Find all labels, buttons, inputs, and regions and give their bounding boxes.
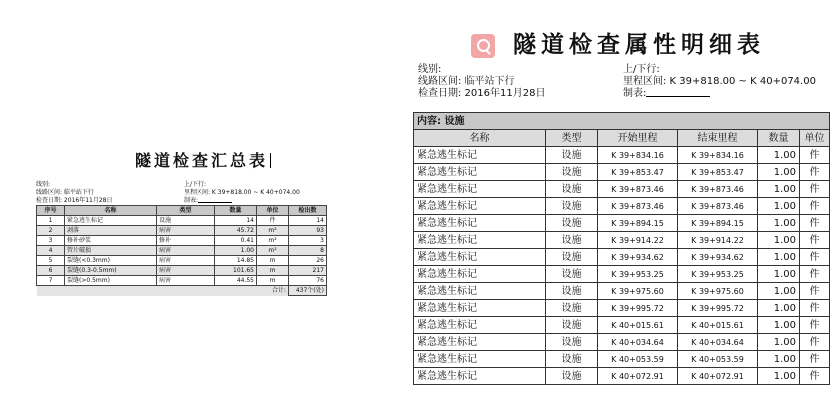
summary-meta-left	[36, 181, 112, 205]
detail-cell-type: 设施	[546, 283, 598, 300]
summary-cell-no: 6	[37, 266, 65, 276]
summary-cell-qty: 101.65	[215, 266, 257, 276]
table-row	[414, 198, 830, 215]
summary-cell-count: 26	[289, 256, 327, 266]
detail-cell-end: K 40+015.61	[678, 317, 758, 334]
detail-cell-type: 设施	[546, 147, 598, 164]
table-row	[414, 300, 830, 317]
detail-cell-end: K 39+834.16	[678, 147, 758, 164]
detail-cell-unit: 件	[800, 317, 830, 334]
summary-title-text: 隧道检查汇总表	[134, 151, 268, 170]
detail-cell-end: K 39+975.60	[678, 283, 758, 300]
summary-cell-count: 76	[289, 276, 327, 286]
detail-cell-name: 紧急逃生标记	[414, 334, 546, 351]
detail-cell-qty: 1.00	[758, 351, 800, 368]
magnifier-icon[interactable]	[471, 34, 495, 58]
detail-maker	[623, 88, 816, 100]
detail-cell-unit: 件	[800, 232, 830, 249]
summary-cell-unit: m	[257, 256, 289, 266]
detail-cell-unit: 件	[800, 181, 830, 198]
detail-cell-type: 设施	[546, 181, 598, 198]
detail-cell-end: K 39+953.25	[678, 266, 758, 283]
summary-cell-name: 修补砂浆	[65, 236, 157, 246]
detail-cell-start: K 40+015.61	[598, 317, 678, 334]
detail-cell-name: 紧急逃生标记	[414, 181, 546, 198]
table-row	[37, 216, 327, 226]
table-row	[37, 246, 327, 256]
detail-date-label: 检查日期: 2016年11月28日	[418, 88, 546, 99]
detail-maker-blank	[646, 96, 710, 97]
detail-group-row	[414, 113, 830, 130]
detail-cell-type: 设施	[546, 232, 598, 249]
table-row	[414, 317, 830, 334]
detail-table	[413, 112, 830, 385]
table-row	[414, 249, 830, 266]
summary-direction-label: 上/下行:	[184, 181, 207, 188]
summary-cell-unit: 件	[257, 216, 289, 226]
summary-cell-name: 剥落	[65, 226, 157, 236]
detail-cell-type: 设施	[546, 300, 598, 317]
detail-col-type: 类型	[546, 130, 598, 147]
detail-cell-qty: 1.00	[758, 266, 800, 283]
detail-cell-qty: 1.00	[758, 368, 800, 385]
summary-col-count: 检出数	[289, 206, 327, 216]
table-row	[37, 236, 327, 246]
detail-cell-qty: 1.00	[758, 300, 800, 317]
summary-cell-type: 病害	[157, 226, 215, 236]
detail-title: 隧道检查属性明细表	[513, 31, 765, 58]
detail-col-start: 开始里程	[598, 130, 678, 147]
table-row	[414, 232, 830, 249]
detail-cell-end: K 39+853.47	[678, 164, 758, 181]
summary-cell-no: 2	[37, 226, 65, 236]
summary-cell-type: 病害	[157, 266, 215, 276]
summary-header-row	[37, 206, 327, 216]
detail-cell-name: 紧急逃生标记	[414, 317, 546, 334]
detail-cell-qty: 1.00	[758, 181, 800, 198]
summary-section-label: 线路区间: 临平站下行	[36, 189, 94, 196]
detail-cell-name: 紧急逃生标记	[414, 283, 546, 300]
detail-cell-unit: 件	[800, 215, 830, 232]
detail-cell-unit: 件	[800, 266, 830, 283]
summary-cell-qty: 1.00	[215, 246, 257, 256]
summary-cell-type: 病害	[157, 246, 215, 256]
summary-cell-no: 3	[37, 236, 65, 246]
detail-cell-qty: 1.00	[758, 249, 800, 266]
detail-cell-start: K 39+934.62	[598, 249, 678, 266]
summary-sheet	[36, 148, 326, 296]
detail-cell-type: 设施	[546, 334, 598, 351]
detail-cell-start: K 39+894.15	[598, 215, 678, 232]
summary-date-label: 检查日期: 2016年11月28日	[36, 197, 113, 204]
detail-cell-unit: 件	[800, 351, 830, 368]
summary-maker-blank	[198, 202, 232, 203]
table-row	[414, 181, 830, 198]
summary-col-no: 序号	[37, 206, 65, 216]
detail-cell-type: 设施	[546, 249, 598, 266]
summary-cell-name: 紧急逃生标记	[65, 216, 157, 226]
detail-cell-qty: 1.00	[758, 215, 800, 232]
table-row	[37, 276, 327, 286]
detail-cell-type: 设施	[546, 351, 598, 368]
summary-cell-no: 7	[37, 276, 65, 286]
detail-cell-end: K 39+873.46	[678, 198, 758, 215]
detail-cell-start: K 39+953.25	[598, 266, 678, 283]
detail-cell-qty: 1.00	[758, 147, 800, 164]
detail-cell-type: 设施	[546, 317, 598, 334]
summary-cell-name: 管片破损	[65, 246, 157, 256]
detail-table-body	[414, 147, 830, 385]
detail-cell-end: K 40+072.91	[678, 368, 758, 385]
detail-cell-end: K 39+995.72	[678, 300, 758, 317]
detail-cell-unit: 件	[800, 300, 830, 317]
summary-cell-type: 修补	[157, 236, 215, 246]
detail-meta-right	[623, 64, 816, 100]
summary-cell-name: 裂缝(0.3-0.5mm)	[65, 266, 157, 276]
detail-cell-qty: 1.00	[758, 283, 800, 300]
detail-meta-left	[418, 64, 545, 100]
summary-cell-unit: m	[257, 266, 289, 276]
summary-cell-qty: 14	[215, 216, 257, 226]
table-row	[414, 351, 830, 368]
summary-cell-unit: m	[257, 276, 289, 286]
detail-cell-qty: 1.00	[758, 334, 800, 351]
detail-cell-name: 紧急逃生标记	[414, 266, 546, 283]
detail-cell-name: 紧急逃生标记	[414, 147, 546, 164]
detail-sheet	[413, 26, 829, 385]
detail-cell-qty: 1.00	[758, 164, 800, 181]
detail-cell-type: 设施	[546, 198, 598, 215]
detail-cell-name: 紧急逃生标记	[414, 351, 546, 368]
detail-col-unit: 单位	[800, 130, 830, 147]
summary-total-label: 合计:	[37, 286, 289, 296]
summary-cell-count: 8	[289, 246, 327, 256]
detail-cell-end: K 40+034.64	[678, 334, 758, 351]
table-row	[414, 147, 830, 164]
summary-title	[80, 148, 326, 171]
detail-cell-start: K 39+975.60	[598, 283, 678, 300]
detail-header-row	[414, 130, 830, 147]
detail-cell-name: 紧急逃生标记	[414, 300, 546, 317]
summary-total-value: 437个(处)	[289, 286, 327, 296]
summary-table	[36, 205, 327, 296]
detail-meta	[413, 64, 829, 110]
detail-cell-start: K 39+995.72	[598, 300, 678, 317]
detail-cell-name: 紧急逃生标记	[414, 215, 546, 232]
summary-meta	[36, 181, 326, 205]
detail-section-label: 线路区间: 临平站下行	[418, 76, 515, 87]
summary-table-body	[37, 216, 327, 286]
table-row	[414, 266, 830, 283]
summary-cell-no: 4	[37, 246, 65, 256]
detail-cell-start: K 40+034.64	[598, 334, 678, 351]
table-row	[414, 334, 830, 351]
detail-cell-unit: 件	[800, 334, 830, 351]
summary-cell-qty: 0.41	[215, 236, 257, 246]
summary-col-unit: 单位	[257, 206, 289, 216]
detail-maker-label: 制表:	[623, 88, 647, 99]
detail-cell-name: 紧急逃生标记	[414, 249, 546, 266]
table-row	[37, 266, 327, 276]
detail-cell-unit: 件	[800, 283, 830, 300]
detail-cell-start: K 39+873.46	[598, 198, 678, 215]
detail-cell-qty: 1.00	[758, 317, 800, 334]
detail-cell-start: K 39+914.22	[598, 232, 678, 249]
summary-cell-qty: 14.85	[215, 256, 257, 266]
detail-cell-name: 紧急逃生标记	[414, 164, 546, 181]
detail-cell-end: K 39+914.22	[678, 232, 758, 249]
summary-cell-no: 5	[37, 256, 65, 266]
summary-cell-type: 病害	[157, 276, 215, 286]
summary-cell-count: 14	[289, 216, 327, 226]
detail-cell-qty: 1.00	[758, 232, 800, 249]
detail-cell-type: 设施	[546, 266, 598, 283]
detail-cell-start: K 39+834.16	[598, 147, 678, 164]
detail-cell-unit: 件	[800, 164, 830, 181]
detail-col-qty: 数量	[758, 130, 800, 147]
summary-cell-unit: m²	[257, 236, 289, 246]
summary-cell-type: 设施	[157, 216, 215, 226]
summary-col-qty: 数量	[215, 206, 257, 216]
detail-cell-name: 紧急逃生标记	[414, 368, 546, 385]
detail-group-label: 内容: 设施	[414, 113, 830, 130]
summary-cell-name: 裂缝(<0.3mm)	[65, 256, 157, 266]
summary-meta-right	[184, 181, 300, 205]
summary-maker-label: 制表:	[184, 197, 199, 204]
summary-cell-qty: 45.72	[215, 226, 257, 236]
summary-cell-no: 1	[37, 216, 65, 226]
detail-mileage-label: 里程区间: K 39+818.00 ~ K 40+074.00	[623, 76, 816, 87]
detail-cell-start: K 39+873.46	[598, 181, 678, 198]
table-row	[414, 368, 830, 385]
summary-cell-count: 217	[289, 266, 327, 276]
summary-col-name: 名称	[65, 206, 157, 216]
text-cursor	[270, 153, 271, 168]
summary-line-label: 线别:	[36, 181, 51, 188]
summary-total-row	[37, 286, 327, 296]
table-row	[414, 164, 830, 181]
table-row	[37, 256, 327, 266]
detail-cell-start: K 39+853.47	[598, 164, 678, 181]
summary-cell-count: 3	[289, 236, 327, 246]
table-row	[37, 226, 327, 236]
summary-cell-type: 病害	[157, 256, 215, 266]
magnifier-handle	[485, 49, 491, 55]
detail-cell-type: 设施	[546, 215, 598, 232]
detail-cell-unit: 件	[800, 368, 830, 385]
detail-cell-unit: 件	[800, 249, 830, 266]
summary-cell-unit: m²	[257, 246, 289, 256]
detail-cell-type: 设施	[546, 368, 598, 385]
summary-col-type: 类型	[157, 206, 215, 216]
summary-maker	[184, 197, 300, 205]
detail-title-row	[413, 26, 829, 62]
summary-cell-name: 裂缝(>0.5mm)	[65, 276, 157, 286]
detail-cell-end: K 39+894.15	[678, 215, 758, 232]
detail-cell-end: K 39+873.46	[678, 181, 758, 198]
detail-cell-end: K 40+053.59	[678, 351, 758, 368]
detail-line-label: 线别:	[418, 64, 442, 75]
summary-cell-unit: m²	[257, 226, 289, 236]
summary-mileage-label: 里程区间: K 39+818.00 ~ K 40+074.00	[184, 189, 300, 196]
detail-cell-unit: 件	[800, 147, 830, 164]
detail-cell-qty: 1.00	[758, 198, 800, 215]
detail-cell-start: K 40+053.59	[598, 351, 678, 368]
detail-cell-name: 紧急逃生标记	[414, 232, 546, 249]
detail-cell-unit: 件	[800, 198, 830, 215]
table-row	[414, 215, 830, 232]
detail-col-end: 结束里程	[678, 130, 758, 147]
detail-col-name: 名称	[414, 130, 546, 147]
detail-cell-type: 设施	[546, 164, 598, 181]
table-row	[414, 283, 830, 300]
detail-cell-start: K 40+072.91	[598, 368, 678, 385]
detail-direction-label: 上/下行:	[623, 64, 660, 75]
detail-cell-name: 紧急逃生标记	[414, 198, 546, 215]
detail-cell-end: K 39+934.62	[678, 249, 758, 266]
summary-cell-count: 93	[289, 226, 327, 236]
summary-cell-qty: 44.55	[215, 276, 257, 286]
